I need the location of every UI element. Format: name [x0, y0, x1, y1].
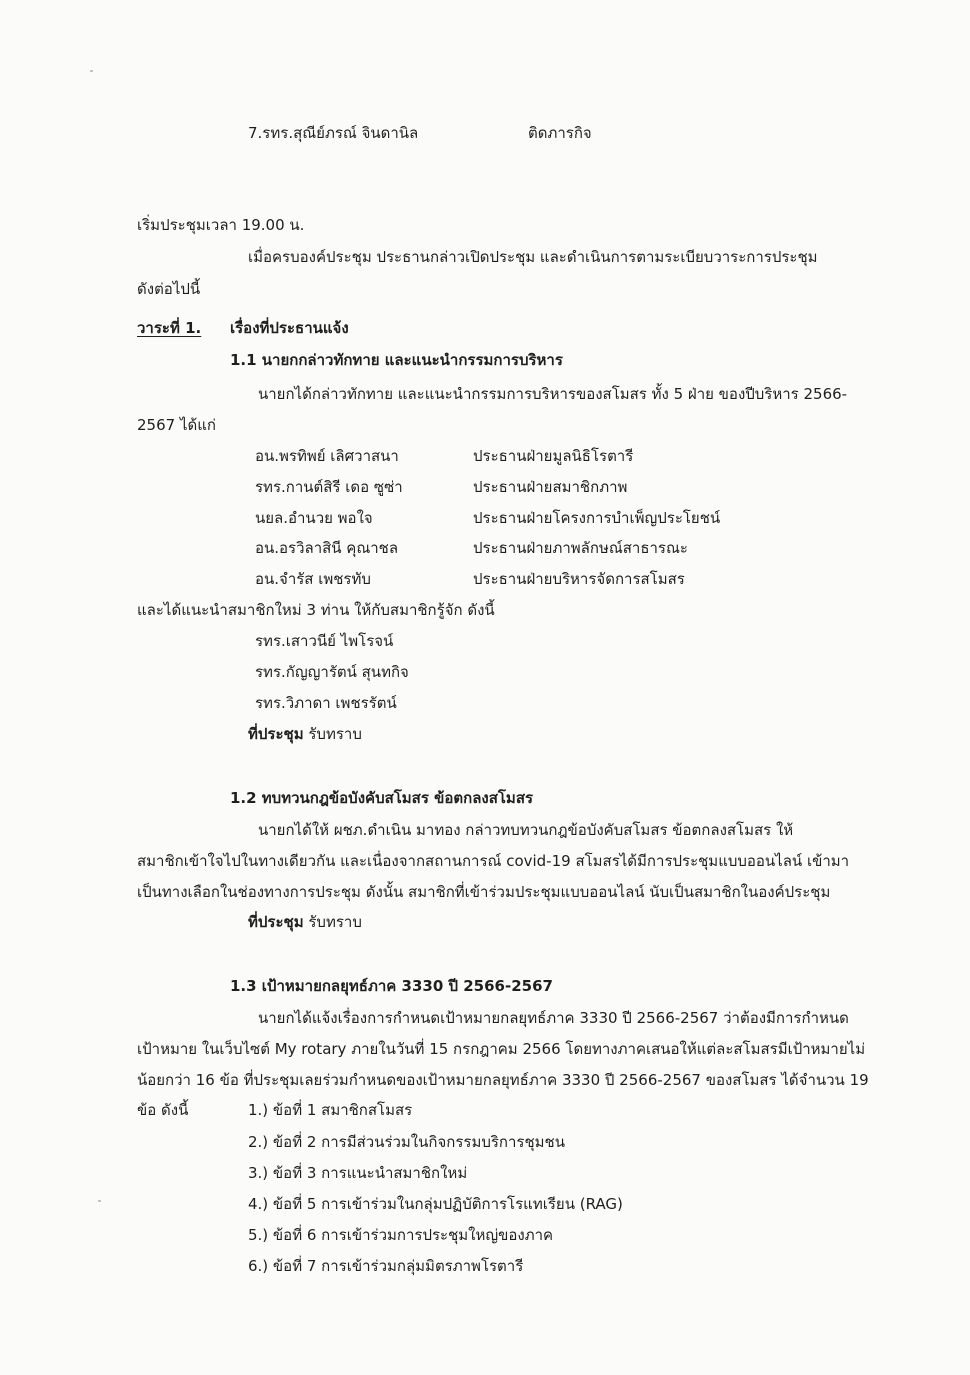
- opening-line: เมื่อครบองค์ประชุม ประธานกล่าวเปิดประชุม และดำเนินการตามระเบียบวาระการประชุม: [248, 248, 818, 266]
- board-member-name: รทร.กานต์สิรี เดอ ซูซ่า: [255, 478, 403, 496]
- paragraph-line: เป็นทางเลือกในช่องทางการประชุม ดังนั้น สมาชิกที่เข้าร่วมประชุมแบบออนไลน์ นับเป็นสมาชิกในองค์ประชุม: [137, 883, 831, 901]
- board-member-name: อน.จำรัส เพชรทับ: [255, 570, 371, 588]
- board-member-name: อน.พรทิพย์ เลิศวาสนา: [255, 447, 399, 465]
- section-heading: 1.2 ทบทวนกฎข้อบังคับสโมสร ข้อตกลงสโมสร: [230, 789, 534, 807]
- goal-item: 5.) ข้อที่ 6 การเข้าร่วมการประชุมใหญ่ของภาค: [248, 1226, 554, 1244]
- scan-speck: [98, 1200, 101, 1202]
- scan-speck: [90, 70, 93, 72]
- goal-item: 2.) ข้อที่ 2 การมีส่วนร่วมในกิจกรรมบริการชุมชน: [248, 1133, 565, 1151]
- opening-line: ดังต่อไปนี้: [137, 280, 201, 298]
- new-members-intro: และได้แนะนำสมาชิกใหม่ 3 ท่าน ให้กับสมาชิกรู้จัก ดังนี้: [137, 601, 495, 619]
- resolution-text: รับทราบ: [308, 725, 362, 743]
- section-heading: 1.3 เป้าหมายกลยุทธ์ภาค 3330 ปี 2566-2567: [230, 977, 553, 995]
- paragraph-line: น้อยกว่า 16 ข้อ ที่ประชุมเลยร่วมกำหนดของเป้าหมายกลยุทธ์ภาค 3330 ปี 2566-2567 ของสโมสร ได้จำนวน 19: [137, 1071, 869, 1089]
- resolution-label: ที่ประชุม: [248, 913, 304, 931]
- board-member-role: ประธานฝ่ายสมาชิกภาพ: [473, 478, 628, 496]
- paragraph-line: 2567 ได้แก่: [137, 416, 216, 434]
- board-member-name: นยล.อำนวย พอใจ: [255, 509, 373, 527]
- paragraph-line: ข้อ ดังนี้: [137, 1101, 189, 1119]
- agenda-title: เรื่องที่ประธานแจ้ง: [230, 319, 349, 337]
- agenda-label: วาระที่ 1.: [137, 319, 202, 337]
- paragraph-line: นายกได้แจ้งเรื่องการกำหนดเป้าหมายกลยุทธ์ภาค 3330 ปี 2566-2567 ว่าต้องมีการกำหนด: [258, 1009, 849, 1027]
- attendee-status: ติดภารกิจ: [528, 124, 592, 142]
- board-member-role: ประธานฝ่ายมูลนิธิโรตารี: [473, 447, 634, 465]
- meeting-start-time: เริ่มประชุมเวลา 19.00 น.: [137, 216, 305, 234]
- resolution: [248, 912, 362, 932]
- board-member-name: อน.อรวิลาสินี คุณาชล: [255, 539, 399, 557]
- new-member: รทร.วิภาดา เพชรรัตน์: [255, 694, 397, 712]
- paragraph-line: สมาชิกเข้าใจไปในทางเดียวกัน และเนื่องจากสถานการณ์ covid-19 สโมสรได้มีการประชุมแบบออนไลน์ เข้ามา: [137, 852, 850, 870]
- section-heading: 1.1 นายกกล่าวทักทาย และแนะนำกรรมการบริหาร: [230, 351, 563, 369]
- new-member: รทร.กัญญารัตน์ สุนทกิจ: [255, 663, 409, 681]
- paragraph-line: นายกได้กล่าวทักทาย และแนะนำกรรมการบริหารของสโมสร ทั้ง 5 ฝ่าย ของปีบริหาร 2566-: [258, 385, 848, 403]
- goal-item: 4.) ข้อที่ 5 การเข้าร่วมในกลุ่มปฏิบัติการโรแทเรียน (RAG): [248, 1195, 623, 1213]
- attendee-name: 7.รทร.สุณีย์ภรณ์ จินดานิล: [248, 124, 419, 142]
- paragraph-line: นายกได้ให้ ผชภ.ดำเนิน มาทอง กล่าวทบทวนกฎข้อบังคับสโมสร ข้อตกลงสโมสร ให้: [258, 821, 794, 839]
- board-member-role: ประธานฝ่ายโครงการบำเพ็ญประโยชน์: [473, 509, 721, 527]
- goal-item: 1.) ข้อที่ 1 สมาชิกสโมสร: [248, 1101, 413, 1119]
- resolution: [248, 724, 362, 744]
- new-member: รทร.เสาวนีย์ ไพโรจน์: [255, 632, 394, 650]
- resolution-label: ที่ประชุม: [248, 725, 304, 743]
- goal-item: 6.) ข้อที่ 7 การเข้าร่วมกลุ่มมิตรภาพโรตารี: [248, 1257, 524, 1275]
- paragraph-line: เป้าหมาย ในเว็บไซต์ My rotary ภายในวันที่ 15 กรกฎาคม 2566 โดยทางภาคเสนอให้แต่ละสโมสรมีเป้าหมายไม่: [137, 1040, 866, 1058]
- resolution-text: รับทราบ: [308, 913, 362, 931]
- board-member-role: ประธานฝ่ายภาพลักษณ์สาธารณะ: [473, 539, 688, 557]
- goal-item: 3.) ข้อที่ 3 การแนะนำสมาชิกใหม่: [248, 1164, 468, 1182]
- board-member-role: ประธานฝ่ายบริหารจัดการสโมสร: [473, 570, 685, 588]
